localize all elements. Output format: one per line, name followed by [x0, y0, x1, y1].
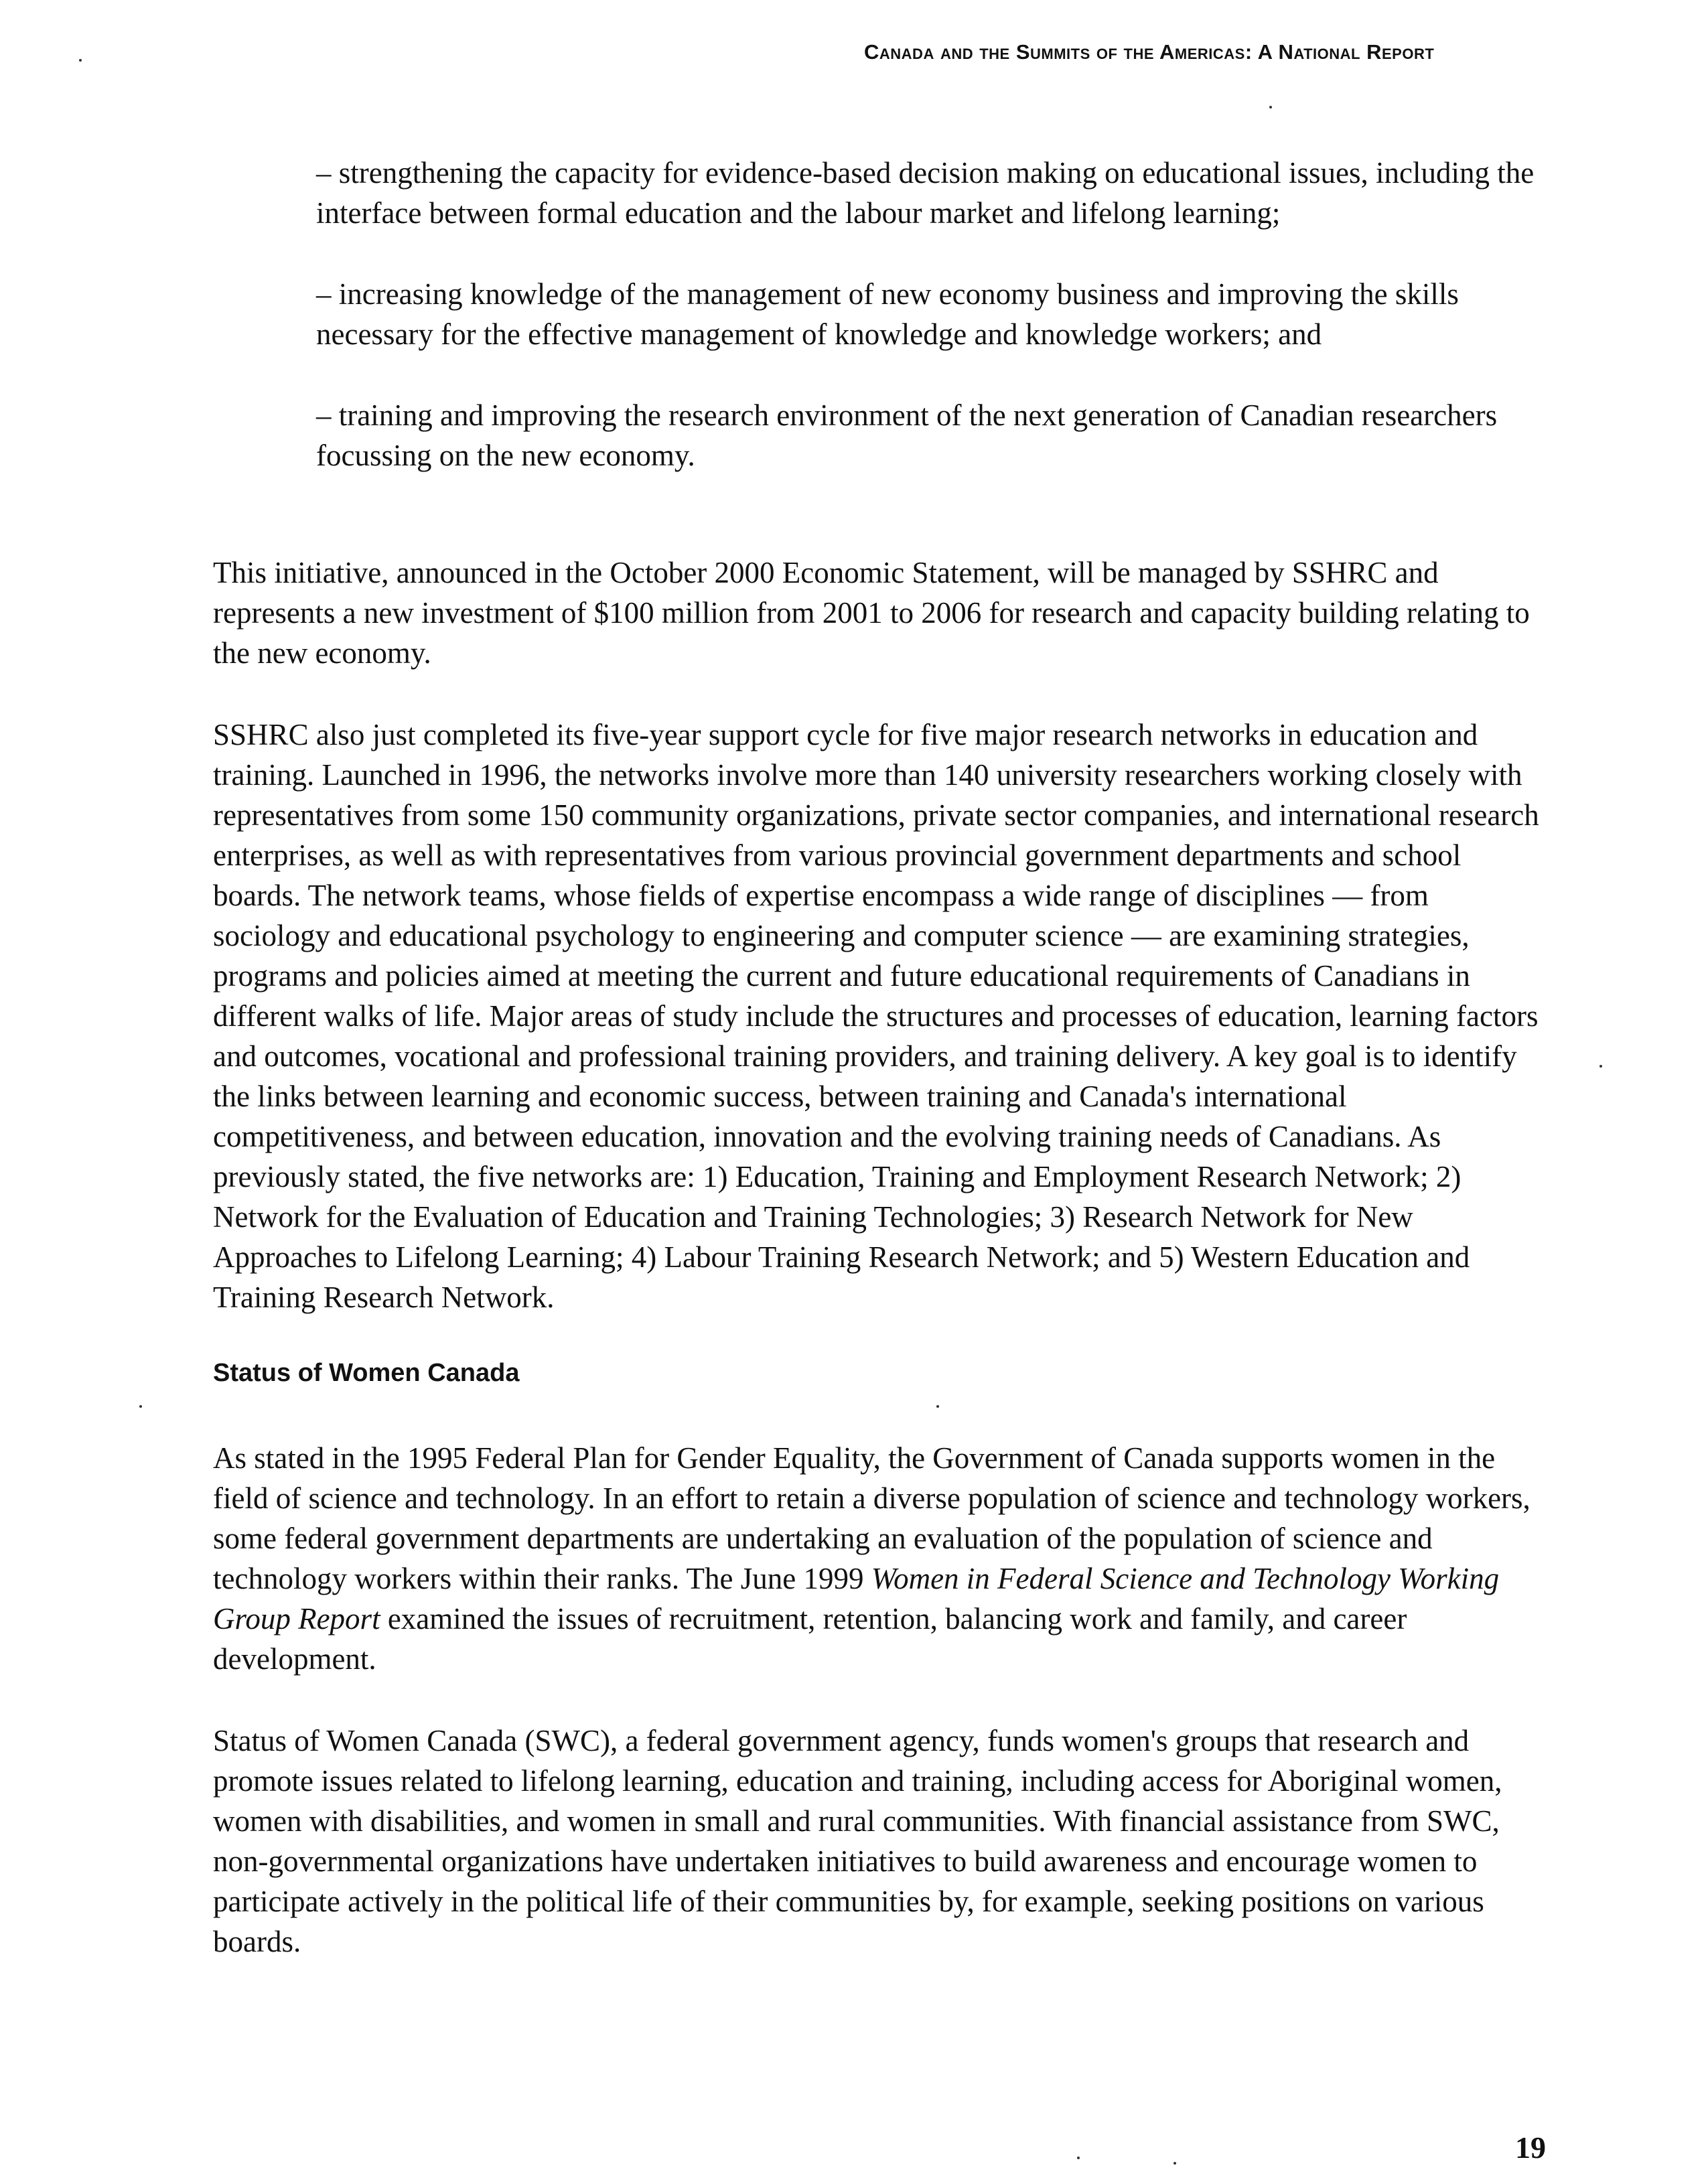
- scan-speck: [139, 1405, 142, 1408]
- section-heading: Status of Women Canada: [213, 1359, 520, 1387]
- scan-speck: [1173, 2162, 1176, 2165]
- bullet-item: – strengthening the capacity for evidence-based decision making on educational issues, including the interface between formal education and the labour market and lifelong learning;: [316, 156, 1535, 230]
- paragraph-text: examined the issues of recruitment, retention, balancing work and family, and career development.: [213, 1602, 1407, 1676]
- body-copy: [213, 553, 1546, 2003]
- scan-speck: [936, 1405, 939, 1408]
- swc-funding-paragraph: Status of Women Canada (SWC), a federal government agency, funds women's groups that research and promote issues related to lifelong learning, education and training, including access for Aboriginal women, women with disabilities, and women in small and rural communities. With financial assistance from SWC, non-governmental organizations have undertaken initiatives to build awareness and encourage women to participate actively in the political life of their communities by, for example, seeking positions on various boards.: [213, 1724, 1502, 1958]
- scan-speck: [79, 59, 82, 62]
- running-header: Canada and the Summits of the Americas: A National Report: [864, 40, 1435, 64]
- scan-speck: [1077, 2157, 1080, 2159]
- report-title: Women in Federal Science and Technology Working Group Report: [213, 1562, 1500, 1635]
- page-number: 19: [1515, 2130, 1546, 2165]
- gender-equality-paragraph: [213, 1438, 1546, 1679]
- bullet-item: – training and improving the research environment of the next generation of Canadian researchers focussing on the new economy.: [316, 398, 1498, 472]
- initiative-paragraph: This initiative, announced in the October 2000 Economic Statement, will be managed by SSHRC and represents a new investment of $100 million from 2001 to 2006 for research and capacity building relating to the new economy.: [213, 556, 1530, 670]
- bullet-item: – increasing knowledge of the management of new economy business and improving the skills necessary for the effective management of knowledge and knowledge workers; and: [316, 277, 1459, 351]
- bullet-list: [316, 153, 1549, 516]
- scan-speck: [1599, 1065, 1602, 1068]
- paragraph-text: As stated in the 1995 Federal Plan for Gender Equality, the Government of Canada supports women in the field of science and technology. In an effort to retain a diverse population of science and technology workers, some federal government departments are undertaking an evaluation of the population of science and technology workers within their ranks. The June 1999: [213, 1441, 1531, 1595]
- sshrc-networks-paragraph: SSHRC also just completed its five-year support cycle for five major research networks in education and training. Launched in 1996, the networks involve more than 140 university researchers working closely with representatives from some 150 community organizations, private sector companies, and international research enterprises, as well as with representatives from various provincial government departments and school boards. The network teams, whose fields of expertise encompass a wide range of disciplines — from sociology and educational psychology to engineering and computer science — are examining strategies, programs and policies aimed at meeting the current and future educational requirements of Canadians in different walks of life. Major areas of study include the structures and processes of education, learning factors and outcomes, vocational and professional training providers, and training delivery. A key goal is to identify the links between learning and economic success, between training and Canada's international competitiveness, and between education, innovation and the evolving training needs of Canadians. As previously stated, the five networks are: 1) Education, Training and Employment Research Network; 2) Network for the Evaluation of Education and Training Technologies; 3) Research Network for New Approaches to Lifelong Learning; 4) Labour Training Research Network; and 5) Western Education and Training Research Network.: [213, 718, 1539, 1314]
- scan-speck: [1269, 106, 1272, 108]
